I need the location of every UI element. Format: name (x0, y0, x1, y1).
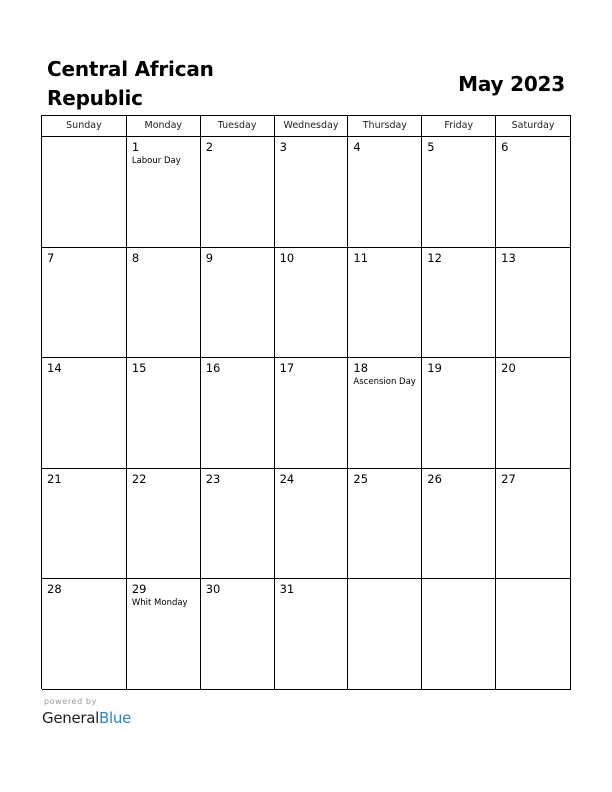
weekday-wednesday: Wednesday (275, 116, 349, 137)
holiday-label: Ascension Day (353, 377, 416, 388)
day-number: 28 (47, 582, 62, 597)
day-cell[interactable] (422, 469, 496, 580)
weekday-tuesday: Tuesday (201, 116, 275, 137)
day-cell[interactable] (348, 248, 422, 359)
week-row (42, 358, 571, 469)
day-cell[interactable] (201, 469, 275, 580)
day-number: 15 (131, 361, 147, 376)
day-cell[interactable] (42, 248, 127, 359)
day-number: 31 (279, 582, 295, 597)
day-number: 11 (353, 250, 369, 265)
day-number: 26 (427, 471, 442, 486)
day-cell[interactable] (422, 248, 496, 359)
day-number: 4 (353, 140, 361, 154)
day-cell[interactable] (201, 358, 275, 469)
brand-general-text: General (42, 709, 100, 727)
day-number: 8 (131, 250, 140, 265)
day-number: 23 (205, 471, 221, 486)
generalblue-logo (42, 709, 131, 727)
day-cell[interactable] (348, 579, 422, 690)
day-cell[interactable] (422, 358, 496, 469)
day-number: 17 (279, 361, 295, 376)
day-number: 5 (427, 140, 435, 154)
day-cell[interactable] (127, 469, 201, 580)
day-cell[interactable] (496, 137, 571, 248)
day-cell[interactable] (42, 579, 127, 690)
day-number: 7 (47, 250, 55, 265)
day-number: 22 (131, 471, 147, 486)
day-number: 27 (501, 471, 516, 486)
day-number: 30 (205, 582, 221, 597)
day-cell[interactable] (127, 358, 201, 469)
day-number: 21 (47, 471, 62, 486)
day-cell[interactable] (496, 248, 571, 359)
day-number: 6 (501, 140, 509, 154)
day-cell[interactable] (275, 248, 349, 359)
day-number: 3 (279, 140, 287, 154)
weekday-header-row (42, 116, 571, 137)
weekday-saturday: Saturday (496, 116, 571, 137)
day-number: 16 (205, 361, 221, 376)
weekday-thursday: Thursday (348, 116, 422, 137)
day-cell[interactable] (422, 137, 496, 248)
weekday-monday: Monday (127, 116, 201, 137)
week-row (42, 248, 571, 359)
day-cell[interactable] (42, 469, 127, 580)
powered-by-label: powered by (44, 697, 97, 706)
holiday-label: Whit Monday (131, 598, 188, 609)
day-number: 9 (205, 250, 214, 265)
day-cell[interactable] (42, 358, 127, 469)
day-number: 19 (427, 361, 442, 376)
day-cell[interactable] (496, 469, 571, 580)
country-title: Central African Republic (47, 57, 214, 110)
day-number: 2 (205, 140, 214, 154)
day-cell[interactable] (422, 579, 496, 690)
day-cell[interactable] (275, 469, 349, 580)
day-number: 1 (131, 140, 140, 154)
day-number: 20 (501, 361, 516, 376)
day-cell[interactable] (201, 137, 275, 248)
day-cell[interactable] (275, 137, 349, 248)
day-cell[interactable] (496, 358, 571, 469)
day-number: 13 (501, 250, 516, 265)
day-cell[interactable] (127, 579, 201, 690)
day-cell[interactable] (42, 137, 127, 248)
day-number: 14 (47, 361, 62, 376)
day-number: 18 (353, 361, 369, 376)
day-number: 24 (279, 471, 295, 486)
day-number: 10 (279, 250, 295, 265)
day-cell[interactable] (201, 579, 275, 690)
day-number: 29 (131, 582, 147, 597)
calendar-grid (41, 115, 571, 689)
brand-blue-text: Blue (99, 709, 132, 727)
day-cell[interactable] (275, 358, 349, 469)
day-cell[interactable] (201, 248, 275, 359)
week-row (42, 469, 571, 580)
day-cell[interactable] (127, 137, 201, 248)
day-cell[interactable] (348, 469, 422, 580)
day-cell[interactable] (348, 137, 422, 248)
week-row (42, 579, 571, 690)
day-cell[interactable] (496, 579, 571, 690)
day-number: 12 (427, 250, 442, 265)
day-number: 25 (353, 471, 369, 486)
weekday-friday: Friday (422, 116, 496, 137)
month-title: May 2023 (458, 72, 565, 96)
day-cell[interactable] (348, 358, 422, 469)
week-row (42, 137, 571, 248)
holiday-label: Labour Day (131, 156, 181, 166)
weekday-sunday: Sunday (42, 116, 127, 137)
day-cell[interactable] (275, 579, 349, 690)
day-cell[interactable] (127, 248, 201, 359)
